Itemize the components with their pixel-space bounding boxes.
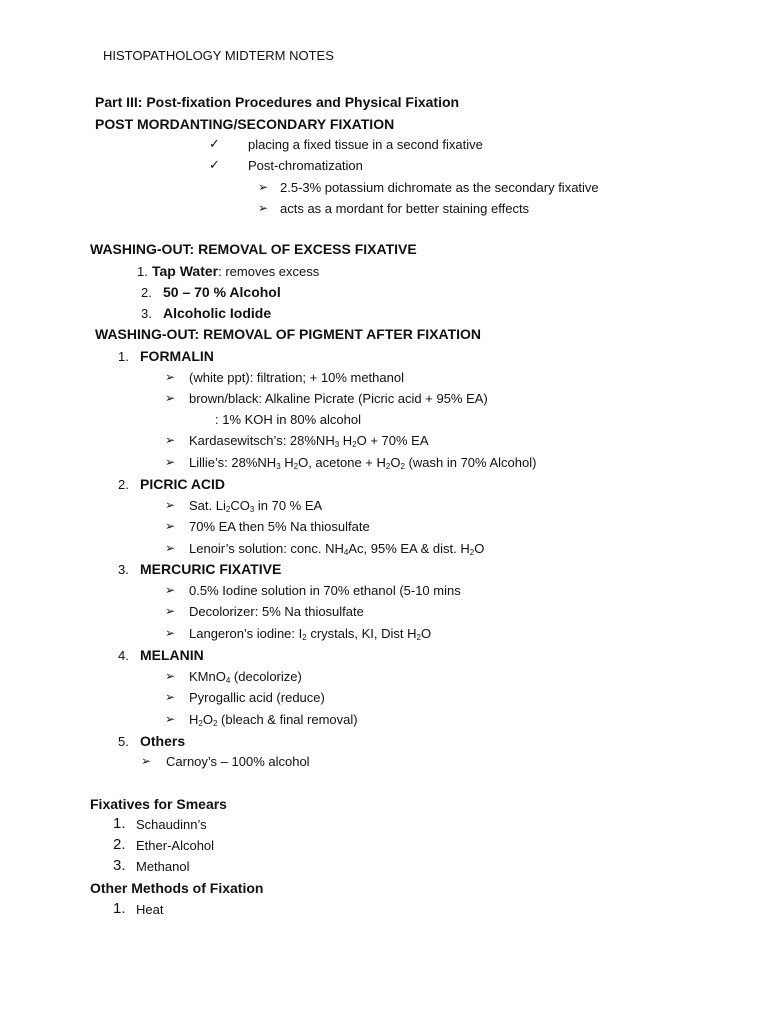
list-number: 1.	[137, 264, 148, 279]
arrow-bullet-icon: ➢	[165, 690, 176, 704]
bullet-item: (white ppt): filtration; + 10% methanol	[189, 370, 404, 385]
bullet-item: Lenoir’s solution: conc. $NH_4Ac$, 95% EA & dist. $H_2O$	[189, 541, 485, 557]
list-number: 3.	[118, 562, 129, 577]
list-number: 5.	[118, 734, 129, 749]
list-item: Alcoholic Iodide	[163, 305, 272, 321]
washing-excess-heading: WASHING-OUT: REMOVAL OF EXCESS FIXATIVE	[90, 241, 417, 257]
arrow-bullet-icon: ➢	[141, 754, 152, 768]
bullet-item: Pyrogallic acid (reduce)	[189, 690, 325, 705]
bullet-item: 70% EA then 5% Na thiosulfate	[189, 519, 370, 534]
list-item: Schaudinn’s	[136, 817, 207, 832]
bullet-item: Decolorizer: 5% Na thiosulfate	[189, 604, 364, 619]
arrow-bullet-icon: ➢	[165, 541, 176, 555]
bullet-item: brown/black: Alkaline Picrate (Picric acid + 95% EA)	[189, 391, 488, 406]
bullet-item: Sat. $Li_2CO_3$ in 70 % EA	[189, 498, 323, 514]
post-mordanting-heading: POST MORDANTING/SECONDARY FIXATION	[95, 116, 395, 132]
bullet-item: Kardasewitsch’s: $28\%NH_3$ $H_2O + 70\%$ EA	[189, 433, 429, 449]
bullet-item: Carnoy’s – 100% alcohol	[166, 754, 310, 769]
part-title: Part III: Post-fixation Procedures and Physical Fixation	[95, 94, 460, 110]
checkmark-icon: ✓	[209, 136, 220, 151]
list-number: 1.	[113, 815, 126, 832]
formalin-title: FORMALIN	[140, 348, 214, 364]
arrow-bullet-icon: ➢	[165, 712, 176, 726]
melanin-title: MELANIN	[140, 647, 204, 663]
arrow-bullet-icon: ➢	[165, 455, 176, 469]
bullet-item: 2.5-3% potassium dichromate as the secondary fixative	[280, 180, 599, 195]
arrow-bullet-icon: ➢	[258, 180, 269, 194]
list-number: 2.	[118, 477, 129, 492]
arrow-bullet-icon: ➢	[165, 391, 176, 405]
list-item: 50 – 70 % Alcohol	[163, 284, 281, 300]
list-number: 3.	[141, 306, 152, 321]
picric-acid-title: PICRIC ACID	[140, 476, 226, 492]
other-methods-heading: Other Methods of Fixation	[90, 880, 264, 896]
list-item: Methanol	[136, 859, 190, 874]
mercuric-title: MERCURIC FIXATIVE	[140, 561, 282, 577]
document-header: HISTOPATHOLOGY MIDTERM NOTES	[103, 48, 334, 63]
arrow-bullet-icon: ➢	[165, 669, 176, 683]
bullet-item: 0.5% Iodine solution in 70% ethanol (5-10 mins	[189, 583, 461, 598]
arrow-bullet-icon: ➢	[165, 433, 176, 447]
check-item: placing a fixed tissue in a second fixative	[248, 137, 483, 152]
list-item: Ether-Alcohol	[136, 838, 215, 853]
arrow-bullet-icon: ➢	[165, 498, 176, 512]
arrow-bullet-icon: ➢	[258, 201, 269, 215]
list-number: 3.	[113, 857, 126, 874]
bullet-continuation: : 1% KOH in 80% alcohol	[215, 412, 361, 427]
checkmark-icon: ✓	[209, 157, 220, 172]
list-number: 4.	[118, 648, 129, 663]
list-number: 1.	[113, 900, 126, 917]
list-item: Tap Water: removes excess	[152, 263, 320, 279]
others-title: Others	[140, 733, 186, 749]
smears-heading: Fixatives for Smears	[90, 796, 227, 812]
bullet-item: KMnO$_4$ (decolorize)	[189, 669, 302, 685]
bullet-item: Langeron’s iodine: $I_2$ crystals, KI, Dist $H_2O$	[189, 626, 432, 642]
list-number: 2.	[113, 836, 126, 853]
arrow-bullet-icon: ➢	[165, 583, 176, 597]
arrow-bullet-icon: ➢	[165, 370, 176, 384]
bullet-item: $H_2O_2$ (bleach & final removal)	[189, 712, 358, 728]
list-number: 1.	[118, 349, 129, 364]
arrow-bullet-icon: ➢	[165, 519, 176, 533]
washing-pigment-heading: WASHING-OUT: REMOVAL OF PIGMENT AFTER FIXATION	[95, 326, 482, 342]
list-number: 2.	[141, 285, 152, 300]
arrow-bullet-icon: ➢	[165, 626, 176, 640]
bullet-item: acts as a mordant for better staining effects	[280, 201, 530, 216]
check-item: Post-chromatization	[248, 158, 363, 173]
bullet-item: Lillie’s: $28\%NH_3$ $H_2O$, acetone + $H_2O_2$ (wash in 70% Alcohol)	[189, 455, 537, 471]
list-item: Heat	[136, 902, 164, 917]
arrow-bullet-icon: ➢	[165, 604, 176, 618]
